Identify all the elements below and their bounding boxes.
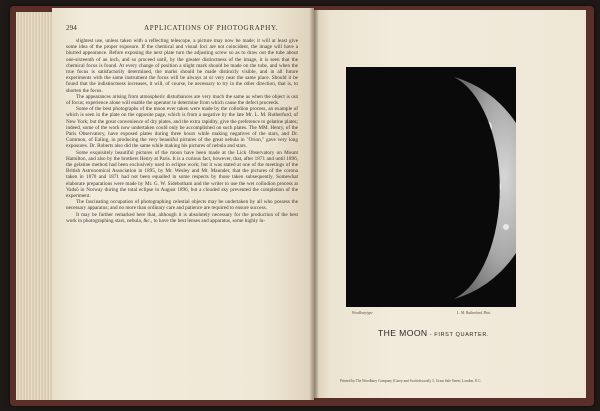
running-head: APPLICATIONS OF PHOTOGRAPHY. <box>144 24 279 32</box>
paragraph-1: slightest use, unless taken with a reflecting telescope, a picture may now be made; it will at least give some idea of the proper exposure. If the chemical and visual foci are not coincident, the image will have a blurred appearance. Before exposing the next plate turn the adjusting screw so as to draw out the tube about one-sixteenth of an inch, and so proceed until, by the greater distinctness of the image, it is seen that the chemical focus is found. At every change of position a slight mark should be made on the tube, and when the true focus is satisfactorily determined, the marks should be made distinctly visible, and in all future experiments with the same instrument the focus will be always at or very near the same place. Should it be found that the indistinctness increases, it will, of course, be necessary to try in the other direction, that is, to shorten the focus. <box>66 38 298 94</box>
caption-title: THE MOON <box>378 328 428 338</box>
plate-credit-left: Woodburytype <box>352 311 373 315</box>
paragraph-6: It may be further remarked here that, although it is absolutely necessary for the production of the best work in photographing stars, nebula, &c., to have the best lenses and apparatus, some highly lu- <box>66 211 298 224</box>
book-gutter <box>309 8 319 400</box>
plate-caption <box>378 323 489 341</box>
paragraph-2: The appearances arising from atmospheric disturbances are very much the same as when the object is out of focus; experience alone will enable the operator to determine from which cause the defect proceeds. <box>66 93 298 107</box>
plate-credit-right: L. M. Rutherfurd, Phot. <box>457 311 492 315</box>
page-block-edge <box>16 12 56 400</box>
printer-line: Printed by The Woodbury Company (Carey and Scottishwood), 5, Great Sale Street, London, E.C. <box>340 379 482 383</box>
paragraph-3: Some of the best photographs of the moon ever taken were made by the collodion process, an example of which is seen in the plate on the opposite page, which is from a negative by the late Mr. L. M. Rutherfurd, of New York; but the great convenience of dry plates, and the extra rapidity, give the preference to gelatine plates; indeed, some of the work now undertaken could only be accomplished on such plates. The MM. Henry, of the Paris Observatory, have exposed plates during three hours while making negatives of the stars, and Dr. Common, of Ealing, in producing the very beautiful pictures of the great nebula in "Orion," gave very long exposures. Dr. Roberts also did the same while making his pictures of nebula and stars. <box>66 106 298 150</box>
moon-photograph <box>346 67 516 307</box>
body-text <box>66 38 298 394</box>
caption-separator: - <box>427 332 435 338</box>
moon-plate <box>346 67 516 307</box>
left-page-header <box>66 24 296 34</box>
page-number: 294 <box>66 24 77 32</box>
caption-subtitle: FIRST QUARTER. <box>434 332 490 338</box>
paragraph-4: Some exquisitely beautiful pictures of the moon have been made at the Lick Observatory on Mount Hamilton, and also by the brothers Henry at Paris. It is a curious fact, however, that, after 1871 and until 1896, the gelatine method had been exclusively used in eclipse work; but it was stated at one of the meetings of the British Astronomical Association in 1895, by Mr. Wesley and Mr. Maunder, that the pictures of the corona taken in 1870 and 1871 had not been equalled in some respects by those taken subsequently. Somewhat elaborate preparations were made by Mr. G. W. Sidebotham and the writer to use the wet collodion process at Vadsö in Norway during the total eclipse in August 1896, but a clouded sky prevented the completion of the experiment. <box>66 149 298 200</box>
paragraph-5: The fascinating occupation of photographing celestial objects may be undertaken by all who possess the necessary apparatus; and no more than ordinary care and patience are required to ensure success. <box>66 199 298 212</box>
